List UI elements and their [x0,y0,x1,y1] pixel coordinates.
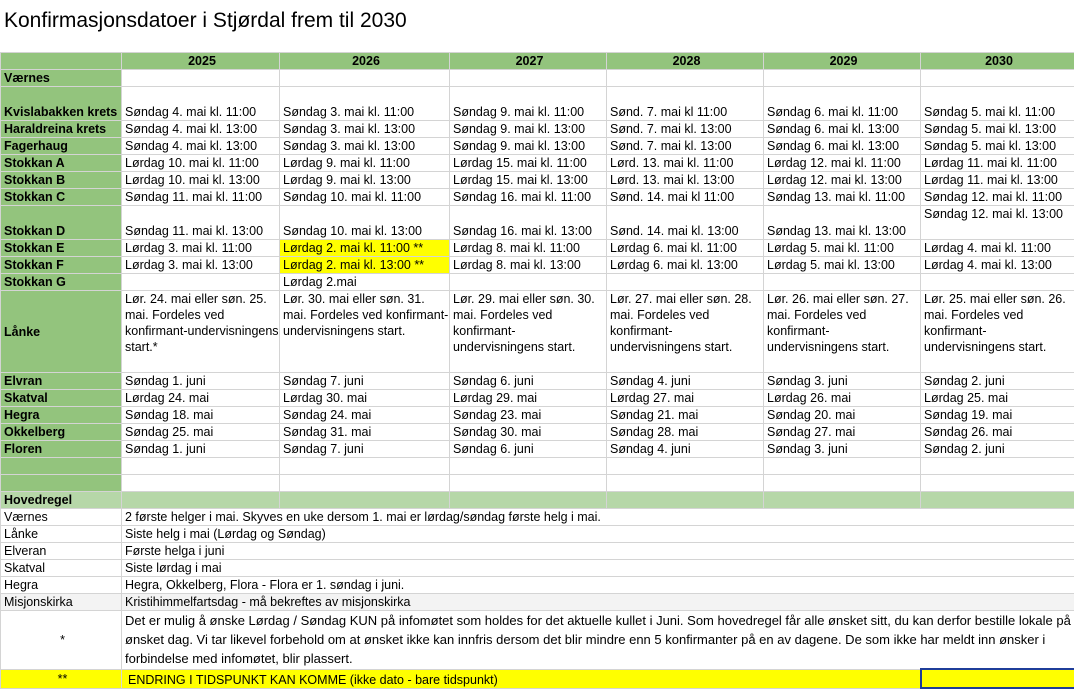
note-text[interactable]: Det er mulig å ønske Lørdag / Søndag KUN på infomøtet som holdes for det aktuelle kullet i Juni. Som hovedregel får alle ønsket sitt, du kan derfor bestille lokale på ønsket dag. Vi tar likevel forbehold om at ønsket ikke kan innfris dersom det blir mindre enn 5 konfirmanter på en av dagene. De som ikke har meldt inn ønsker i forbindelse med infomøtet, blir plassert. [122,611,1074,670]
row-name[interactable]: Stokkan E [1,240,122,257]
schedule-cell[interactable]: Søndag 11. mai kl. 11:00 [122,189,280,206]
schedule-cell[interactable]: Søndag 7. juni [280,373,450,390]
table-row [1,70,1074,87]
schedule-cell[interactable]: Søndag 27. mai [764,424,921,441]
schedule-cell[interactable]: Lørdag 3. mai kl. 11:00 [122,240,280,257]
row-name[interactable]: Elvran [1,373,122,390]
row-name[interactable]: Fagerhaug [1,138,122,155]
row-name[interactable]: Stokkan C [1,189,122,206]
table-row [1,373,1074,390]
schedule-cell[interactable]: Søndag 10. mai kl. 11:00 [280,189,450,206]
schedule-cell[interactable]: Lørdag 8. mai kl. 11:00 [450,240,607,257]
schedule-cell[interactable]: Søndag 6. juni [450,441,607,458]
schedule-cell[interactable]: Lørdag 8. mai kl. 13:00 [450,257,607,274]
year-header[interactable]: 2030 [921,53,1074,70]
schedule-cell[interactable]: Sønd. 7. mai kl. 13:00 [607,121,764,138]
rule-row [1,543,1074,560]
table-row [1,407,1074,424]
schedule-cell[interactable]: Søndag 2. juni [921,441,1074,458]
schedule-cell[interactable]: Søndag 12. mai kl. 11:00 [921,189,1074,206]
schedule-cell[interactable]: Søndag 9. mai kl. 13:00 [450,138,607,155]
schedule-cell[interactable]: Søndag 9. mai kl. 13:00 [450,121,607,138]
sheet-title: Konfirmasjonsdatoer i Stjørdal frem til 2030 [4,8,407,34]
schedule-cell[interactable] [450,70,607,87]
rule-name[interactable]: Hegra [1,577,122,594]
schedule-cell[interactable]: Søndag 6. mai kl. 13:00 [764,121,921,138]
schedule-cell[interactable]: Lørd. 13. mai kl. 11:00 [607,155,764,172]
schedule-cell[interactable]: Lørdag 12. mai kl. 13:00 [764,172,921,189]
table-row [1,291,1074,373]
year-header[interactable]: 2025 [122,53,280,70]
empty-cell[interactable] [1,475,122,492]
rule-row [1,577,1074,594]
schedule-cell[interactable]: Søndag 7. juni [280,441,450,458]
schedule-cell[interactable] [280,70,450,87]
schedule-cell[interactable]: Søndag 3. juni [764,373,921,390]
rule-text[interactable]: Siste lørdag i mai [122,560,1074,577]
schedule-cell[interactable]: Lørdag 10. mai kl. 13:00 [122,172,280,189]
schedule-cell[interactable]: Lørdag 15. mai kl. 11:00 [450,155,607,172]
empty-cell[interactable] [122,475,280,492]
empty-cell[interactable] [280,458,450,475]
schedule-cell[interactable]: Sønd. 14. mai kl. 13:00 [607,206,764,240]
schedule-cell[interactable]: Lør. 25. mai eller søn. 26. mai. Fordeles ved konfirmant-undervisningens start. [921,291,1074,373]
rules-header-cell[interactable] [450,492,607,509]
schedule-cell[interactable]: Søndag 3. mai kl. 11:00 [280,87,450,121]
rule-text[interactable]: Første helga i juni [122,543,1074,560]
schedule-cell[interactable]: Lørdag 5. mai kl. 13:00 [764,257,921,274]
schedule-cell[interactable]: Søndag 4. mai kl. 13:00 [122,138,280,155]
schedule-cell[interactable]: Lørd. 13. mai kl. 13:00 [607,172,764,189]
schedule-cell[interactable]: Søndag 31. mai [280,424,450,441]
schedule-cell[interactable]: Lørdag 2. mai kl. 13:00 ** [280,257,450,274]
rule-text[interactable]: Hegra, Okkelberg, Flora - Flora er 1. søndag i juni. [122,577,1074,594]
empty-cell[interactable] [1,458,122,475]
rule-row [1,526,1074,543]
schedule-cell[interactable]: Lørdag 2.mai [280,274,450,291]
rule-name[interactable]: Værnes [1,509,122,526]
schedule-cell[interactable] [607,274,764,291]
schedule-cell[interactable]: Søndag 23. mai [450,407,607,424]
schedule-cell[interactable]: Søndag 9. mai kl. 11:00 [450,87,607,121]
schedule-cell[interactable]: Lørdag 10. mai kl. 11:00 [122,155,280,172]
schedule-cell[interactable]: Søndag 16. mai kl. 13:00 [450,206,607,240]
schedule-cell[interactable]: Søndag 24. mai [280,407,450,424]
schedule-cell[interactable]: Lørdag 9. mai kl. 13:00 [280,172,450,189]
schedule-cell[interactable]: Lørdag 29. mai [450,390,607,407]
schedule-cell[interactable]: Lørdag 27. mai [607,390,764,407]
schedule-cell[interactable]: Lørdag 6. mai kl. 13:00 [607,257,764,274]
schedule-cell[interactable] [122,70,280,87]
schedule-cell[interactable] [607,70,764,87]
schedule-cell[interactable]: Søndag 6. juni [450,373,607,390]
row-name[interactable]: Lånke [1,291,122,373]
table-row [1,189,1074,206]
table-row [1,274,1074,291]
rule-name[interactable]: Elveran [1,543,122,560]
row-name[interactable]: Skatval [1,390,122,407]
year-header[interactable]: 2029 [764,53,921,70]
schedule-cell[interactable] [122,274,280,291]
rule-name[interactable]: Lånke [1,526,122,543]
empty-cell[interactable] [450,475,607,492]
schedule-cell[interactable]: Lørdag 6. mai kl. 11:00 [607,240,764,257]
schedule-cell[interactable]: Søndag 25. mai [122,424,280,441]
schedule-table [0,52,1074,689]
schedule-cell[interactable]: Søndag 18. mai [122,407,280,424]
schedule-cell[interactable]: Søndag 6. mai kl. 11:00 [764,87,921,121]
schedule-cell[interactable]: Lør. 30. mai eller søn. 31. mai. Fordeles ved konfirmant-undervisningens start. [280,291,450,373]
schedule-cell[interactable]: Søndag 11. mai kl. 13:00 [122,206,280,240]
schedule-cell[interactable]: Søndag 5. mai kl. 13:00 [921,138,1074,155]
row-name[interactable]: Stokkan F [1,257,122,274]
rule-row [1,509,1074,526]
row-name[interactable]: Stokkan B [1,172,122,189]
rules-header-cell[interactable] [607,492,764,509]
schedule-cell[interactable]: Søndag 3. mai kl. 13:00 [280,138,450,155]
rules-header-row [1,492,1074,509]
schedule-cell[interactable]: Søndag 1. juni [122,373,280,390]
table-row [1,240,1074,257]
table-row [1,172,1074,189]
schedule-cell[interactable]: Søndag 4. mai kl. 13:00 [122,121,280,138]
row-name[interactable]: Okkelberg [1,424,122,441]
schedule-cell[interactable]: Søndag 19. mai [921,407,1074,424]
empty-row [1,475,1074,492]
row-name[interactable]: Stokkan G [1,274,122,291]
schedule-cell[interactable]: Lørdag 12. mai kl. 11:00 [764,155,921,172]
table-row [1,155,1074,172]
row-name[interactable]: Værnes [1,70,122,87]
rules-header-cell[interactable] [122,492,280,509]
table-row [1,121,1074,138]
schedule-cell[interactable]: Søndag 4. juni [607,373,764,390]
table-row [1,206,1074,240]
rule-row [1,560,1074,577]
empty-cell[interactable] [280,475,450,492]
rules-header-cell[interactable] [764,492,921,509]
rules-header-cell[interactable] [921,492,1074,509]
rule-name[interactable]: Misjonskirka [1,594,122,611]
rules-header-cell[interactable] [280,492,450,509]
selected-cell[interactable] [921,669,1074,688]
schedule-cell[interactable]: Søndag 21. mai [607,407,764,424]
schedule-cell[interactable]: Lørdag 9. mai kl. 11:00 [280,155,450,172]
row-name[interactable]: Stokkan A [1,155,122,172]
note-row [1,611,1074,670]
year-header-row [1,53,1074,70]
schedule-cell[interactable]: Søndag 4. mai kl. 11:00 [122,87,280,121]
schedule-cell[interactable]: Lør. 27. mai eller søn. 28. mai. Fordeles ved konfirmant-undervisningens start. [607,291,764,373]
schedule-cell[interactable]: Søndag 12. mai kl. 13:00 [921,206,1074,240]
schedule-cell[interactable]: Søndag 3. juni [764,441,921,458]
schedule-cell[interactable]: Lørdag 15. mai kl. 13:00 [450,172,607,189]
schedule-cell[interactable]: Søndag 13. mai kl. 11:00 [764,189,921,206]
schedule-cell[interactable]: Søndag 2. juni [921,373,1074,390]
schedule-cell[interactable]: Søndag 30. mai [450,424,607,441]
row-name[interactable]: Stokkan D [1,206,122,240]
schedule-cell[interactable]: Lørdag 4. mai kl. 11:00 [921,240,1074,257]
empty-cell[interactable] [921,475,1074,492]
rules-header[interactable]: Hovedregel [1,492,122,509]
note-mark[interactable]: * [1,611,122,670]
schedule-cell[interactable] [764,70,921,87]
schedule-cell[interactable]: Søndag 13. mai kl. 13:00 [764,206,921,240]
schedule-cell[interactable]: Lørdag 5. mai kl. 11:00 [764,240,921,257]
table-row [1,390,1074,407]
schedule-cell[interactable] [921,274,1074,291]
schedule-cell[interactable] [450,274,607,291]
empty-cell[interactable] [607,475,764,492]
schedule-cell[interactable]: Lørdag 26. mai [764,390,921,407]
table-row [1,87,1074,121]
schedule-cell[interactable]: Lørdag 4. mai kl. 13:00 [921,257,1074,274]
change-text[interactable]: ENDRING I TIDSPUNKT KAN KOMME (ikke dato - bare tidspunkt) [122,669,921,688]
schedule-cell[interactable]: Søndag 26. mai [921,424,1074,441]
schedule-cell[interactable]: Sønd. 14. mai kl 11:00 [607,189,764,206]
table-row [1,441,1074,458]
rule-text[interactable]: Kristihimmelfartsdag - må bekreftes av misjonskirka [122,594,1074,611]
schedule-cell[interactable]: Lørdag 25. mai [921,390,1074,407]
schedule-cell[interactable]: Søndag 20. mai [764,407,921,424]
schedule-cell[interactable]: Søndag 1. juni [122,441,280,458]
schedule-cell[interactable] [921,70,1074,87]
schedule-cell[interactable]: Sønd. 7. mai kl. 13:00 [607,138,764,155]
row-name[interactable]: Hegra [1,407,122,424]
rule-name[interactable]: Skatval [1,560,122,577]
empty-cell[interactable] [607,458,764,475]
change-mark[interactable]: ** [1,669,122,688]
schedule-cell[interactable]: Lørdag 24. mai [122,390,280,407]
row-name[interactable]: Haraldreina krets [1,121,122,138]
table-row [1,138,1074,155]
empty-row [1,458,1074,475]
empty-cell[interactable] [122,458,280,475]
schedule-cell[interactable]: Søndag 4. juni [607,441,764,458]
schedule-cell[interactable]: Søndag 10. mai kl. 13:00 [280,206,450,240]
change-note-row [1,669,1074,688]
schedule-cell[interactable]: Søndag 3. mai kl. 13:00 [280,121,450,138]
schedule-cell[interactable]: Lørdag 3. mai kl. 13:00 [122,257,280,274]
year-header[interactable]: 2027 [450,53,607,70]
rule-text[interactable]: 2 første helger i mai. Skyves en uke dersom 1. mai er lørdag/søndag første helg i mai. [122,509,1074,526]
rule-row [1,594,1074,611]
row-name[interactable]: Floren [1,441,122,458]
row-name[interactable]: Kvislabakken krets [1,87,122,121]
schedule-cell[interactable]: Lørdag 11. mai kl. 11:00 [921,155,1074,172]
empty-cell[interactable] [764,475,921,492]
schedule-cell[interactable]: Søndag 5. mai kl. 11:00 [921,87,1074,121]
schedule-cell[interactable]: Lør. 29. mai eller søn. 30. mai. Fordeles ved konfirmant-undervisningens start. [450,291,607,373]
schedule-cell[interactable]: Lørdag 2. mai kl. 11:00 ** [280,240,450,257]
schedule-cell[interactable]: Søndag 6. mai kl. 13:00 [764,138,921,155]
table-row [1,257,1074,274]
schedule-cell[interactable]: Lørdag 30. mai [280,390,450,407]
schedule-cell[interactable]: Lør. 24. mai eller søn. 25. mai. Fordeles ved konfirmant-undervisningens start.* [122,291,280,373]
table-row [1,424,1074,441]
corner-cell[interactable] [1,53,122,70]
schedule-cell[interactable]: Lørdag 11. mai kl. 13:00 [921,172,1074,189]
empty-cell[interactable] [921,458,1074,475]
empty-cell[interactable] [450,458,607,475]
schedule-cell[interactable]: Lør. 26. mai eller søn. 27. mai. Fordeles ved konfirmant-undervisningens start. [764,291,921,373]
schedule-cell[interactable]: Sønd. 7. mai kl 11:00 [607,87,764,121]
schedule-cell[interactable]: Søndag 28. mai [607,424,764,441]
year-header[interactable]: 2028 [607,53,764,70]
rule-text[interactable]: Siste helg i mai (Lørdag og Søndag) [122,526,1074,543]
schedule-cell[interactable]: Søndag 16. mai kl. 11:00 [450,189,607,206]
empty-cell[interactable] [764,458,921,475]
schedule-cell[interactable] [764,274,921,291]
schedule-cell[interactable]: Søndag 5. mai kl. 13:00 [921,121,1074,138]
year-header[interactable]: 2026 [280,53,450,70]
